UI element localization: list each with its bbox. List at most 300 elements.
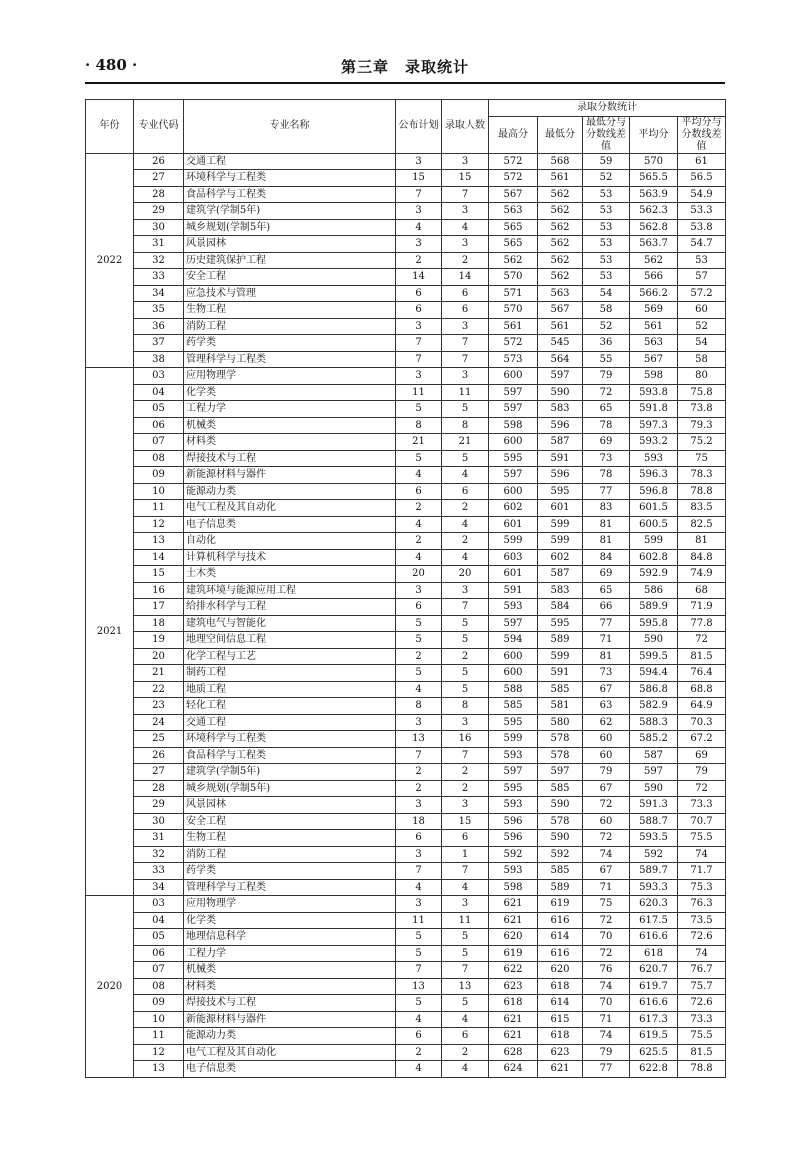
cell-max: 588 [489,681,538,698]
cell-code: 13 [134,533,184,550]
cell-max: 591 [489,582,538,599]
cell-min-diff: 66 [583,599,630,616]
cell-avg-diff: 67.2 [678,731,726,748]
cell-min: 602 [538,549,583,566]
cell-avg-diff: 76.3 [678,896,726,913]
table-row [86,549,726,566]
cell-min-diff: 72 [583,384,630,401]
cell-code: 34 [134,285,184,302]
cell-avg: 596.3 [630,467,678,484]
cell-name: 电子信息类 [184,516,396,533]
cell-name: 建筑学(学制5年) [184,764,396,781]
table-row [86,252,726,269]
cell-min: 589 [538,879,583,896]
cell-min: 587 [538,434,583,451]
cell-min-diff: 79 [583,1044,630,1061]
cell-avg-diff: 78.8 [678,483,726,500]
cell-plan: 6 [396,599,442,616]
cell-name: 药学类 [184,335,396,352]
cell-min: 583 [538,582,583,599]
cell-min: 615 [538,1011,583,1028]
cell-admitted: 4 [442,219,489,236]
cell-max: 571 [489,285,538,302]
cell-avg: 598 [630,368,678,385]
cell-min: 620 [538,962,583,979]
cell-avg: 589.9 [630,599,678,616]
table-row [86,863,726,880]
cell-code: 11 [134,500,184,517]
cell-code: 13 [134,1061,184,1078]
cell-code: 12 [134,1044,184,1061]
cell-name: 建筑电气与智能化 [184,615,396,632]
cell-max: 565 [489,236,538,253]
cell-plan: 7 [396,962,442,979]
cell-min: 562 [538,203,583,220]
cell-min-diff: 60 [583,747,630,764]
cell-min: 562 [538,219,583,236]
cell-max: 593 [489,863,538,880]
cell-min: 562 [538,269,583,286]
cell-name: 环境科学与工程类 [184,170,396,187]
cell-max: 561 [489,318,538,335]
year-cell: 2021 [86,368,134,896]
cell-min-diff: 55 [583,351,630,368]
cell-avg-diff: 53.8 [678,219,726,236]
table-row [86,1061,726,1078]
cell-avg-diff: 70.7 [678,813,726,830]
cell-min-diff: 70 [583,929,630,946]
cell-code: 31 [134,236,184,253]
col-admitted: 录取人数 [442,100,489,154]
cell-min-diff: 52 [583,318,630,335]
cell-min-diff: 36 [583,335,630,352]
cell-avg-diff: 70.3 [678,714,726,731]
cell-avg-diff: 57 [678,269,726,286]
cell-avg-diff: 80 [678,368,726,385]
cell-plan: 6 [396,302,442,319]
cell-name: 食品科学与工程类 [184,186,396,203]
table-row [86,434,726,451]
cell-max: 600 [489,648,538,665]
cell-name: 管理科学与工程类 [184,879,396,896]
cell-max: 563 [489,203,538,220]
cell-min: 619 [538,896,583,913]
cell-avg-diff: 84.8 [678,549,726,566]
cell-admitted: 2 [442,780,489,797]
cell-plan: 4 [396,467,442,484]
cell-min: 562 [538,252,583,269]
cell-avg: 618 [630,945,678,962]
cell-code: 19 [134,632,184,649]
cell-plan: 6 [396,830,442,847]
cell-min-diff: 53 [583,269,630,286]
cell-admitted: 7 [442,863,489,880]
table-row [86,747,726,764]
cell-min-diff: 78 [583,417,630,434]
cell-max: 592 [489,846,538,863]
cell-max: 600 [489,483,538,500]
cell-name: 应用物理学 [184,896,396,913]
cell-max: 597 [489,764,538,781]
cell-admitted: 15 [442,813,489,830]
cell-plan: 5 [396,615,442,632]
cell-plan: 13 [396,731,442,748]
cell-avg-diff: 78.8 [678,1061,726,1078]
cell-max: 597 [489,467,538,484]
cell-max: 597 [489,401,538,418]
cell-plan: 20 [396,566,442,583]
cell-avg: 562 [630,252,678,269]
table-row [86,995,726,1012]
cell-plan: 3 [396,318,442,335]
cell-min: 618 [538,978,583,995]
table-row [86,1028,726,1045]
cell-min: 581 [538,698,583,715]
col-year: 年份 [86,100,134,154]
cell-min: 564 [538,351,583,368]
cell-admitted: 4 [442,879,489,896]
cell-name: 药学类 [184,863,396,880]
cell-name: 地理信息科学 [184,929,396,946]
table-row [86,236,726,253]
cell-avg: 599 [630,533,678,550]
cell-avg-diff: 81 [678,533,726,550]
cell-code: 14 [134,549,184,566]
cell-code: 22 [134,681,184,698]
cell-code: 04 [134,384,184,401]
cell-avg: 620.3 [630,896,678,913]
cell-min-diff: 74 [583,1028,630,1045]
cell-plan: 21 [396,434,442,451]
cell-avg: 587 [630,747,678,764]
cell-max: 598 [489,879,538,896]
cell-avg: 563 [630,335,678,352]
cell-code: 23 [134,698,184,715]
cell-min-diff: 72 [583,797,630,814]
cell-code: 20 [134,648,184,665]
cell-min-diff: 65 [583,401,630,418]
cell-min-diff: 81 [583,533,630,550]
cell-avg-diff: 72 [678,780,726,797]
cell-avg-diff: 74 [678,945,726,962]
year-cell: 2022 [86,153,134,368]
cell-min-diff: 67 [583,863,630,880]
cell-name: 化学类 [184,912,396,929]
cell-avg: 616.6 [630,929,678,946]
cell-admitted: 5 [442,615,489,632]
cell-avg-diff: 64.9 [678,698,726,715]
cell-min: 623 [538,1044,583,1061]
cell-max: 620 [489,929,538,946]
table-row [86,599,726,616]
cell-min-diff: 74 [583,846,630,863]
cell-min: 601 [538,500,583,517]
cell-avg: 589.7 [630,863,678,880]
cell-admitted: 4 [442,549,489,566]
cell-admitted: 7 [442,599,489,616]
cell-max: 603 [489,549,538,566]
cell-plan: 5 [396,929,442,946]
cell-max: 622 [489,962,538,979]
table-row [86,962,726,979]
cell-plan: 5 [396,450,442,467]
cell-name: 能源动力类 [184,1028,396,1045]
cell-max: 595 [489,780,538,797]
cell-admitted: 4 [442,467,489,484]
cell-avg-diff: 75.3 [678,879,726,896]
cell-min-diff: 73 [583,450,630,467]
cell-min-diff: 72 [583,945,630,962]
cell-name: 化学工程与工艺 [184,648,396,665]
cell-avg: 619.7 [630,978,678,995]
cell-admitted: 7 [442,351,489,368]
cell-plan: 2 [396,764,442,781]
cell-plan: 4 [396,516,442,533]
cell-max: 624 [489,1061,538,1078]
cell-avg-diff: 73.8 [678,401,726,418]
table-row [86,830,726,847]
cell-code: 11 [134,1028,184,1045]
cell-avg-diff: 56.5 [678,170,726,187]
cell-min: 585 [538,681,583,698]
cell-code: 10 [134,1011,184,1028]
cell-admitted: 7 [442,962,489,979]
cell-plan: 5 [396,632,442,649]
table-row [86,170,726,187]
cell-min: 561 [538,170,583,187]
cell-name: 管理科学与工程类 [184,351,396,368]
cell-name: 安全工程 [184,813,396,830]
cell-avg-diff: 76.7 [678,962,726,979]
cell-admitted: 3 [442,368,489,385]
cell-admitted: 4 [442,1011,489,1028]
cell-max: 600 [489,368,538,385]
cell-admitted: 5 [442,945,489,962]
cell-min: 578 [538,813,583,830]
cell-max: 570 [489,269,538,286]
cell-avg: 597 [630,764,678,781]
cell-name: 生物工程 [184,302,396,319]
cell-admitted: 2 [442,1044,489,1061]
cell-admitted: 21 [442,434,489,451]
cell-min-diff: 69 [583,434,630,451]
cell-min-diff: 59 [583,153,630,170]
cell-admitted: 5 [442,995,489,1012]
cell-min: 591 [538,450,583,467]
cell-avg: 593 [630,450,678,467]
cell-admitted: 2 [442,252,489,269]
cell-max: 597 [489,384,538,401]
cell-avg: 595.8 [630,615,678,632]
cell-min: 590 [538,830,583,847]
table-row [86,500,726,517]
cell-name: 化学类 [184,384,396,401]
cell-plan: 4 [396,879,442,896]
col-max: 最高分 [489,116,538,153]
cell-max: 600 [489,665,538,682]
table-row [86,483,726,500]
table-row [86,516,726,533]
cell-admitted: 11 [442,912,489,929]
cell-code: 32 [134,846,184,863]
cell-avg-diff: 78.3 [678,467,726,484]
cell-plan: 8 [396,698,442,715]
table-row [86,615,726,632]
cell-name: 城乡规划(学制5年) [184,780,396,797]
cell-avg-diff: 54.7 [678,236,726,253]
cell-avg-diff: 75.5 [678,1028,726,1045]
cell-name: 新能源材料与器件 [184,467,396,484]
cell-admitted: 8 [442,698,489,715]
cell-min-diff: 81 [583,516,630,533]
cell-avg: 591.3 [630,797,678,814]
table-row [86,417,726,434]
cell-avg-diff: 73.5 [678,912,726,929]
cell-avg: 594.4 [630,665,678,682]
col-plan: 公布计划 [396,100,442,154]
cell-plan: 3 [396,368,442,385]
cell-plan: 6 [396,285,442,302]
table-row [86,731,726,748]
cell-plan: 2 [396,252,442,269]
table-row [86,368,726,385]
cell-name: 计算机科学与技术 [184,549,396,566]
table-row [86,450,726,467]
cell-code: 30 [134,813,184,830]
cell-name: 交通工程 [184,153,396,170]
cell-admitted: 3 [442,318,489,335]
cell-admitted: 8 [442,417,489,434]
cell-max: 599 [489,731,538,748]
cell-min: 578 [538,731,583,748]
table-row [86,582,726,599]
cell-min: 545 [538,335,583,352]
cell-plan: 14 [396,269,442,286]
cell-plan: 3 [396,797,442,814]
cell-name: 焊接技术与工程 [184,450,396,467]
cell-code: 26 [134,153,184,170]
cell-plan: 4 [396,1011,442,1028]
cell-name: 消防工程 [184,318,396,335]
cell-min-diff: 71 [583,1011,630,1028]
cell-code: 08 [134,450,184,467]
cell-plan: 6 [396,483,442,500]
cell-min: 562 [538,236,583,253]
cell-name: 自动化 [184,533,396,550]
cell-name: 地理空间信息工程 [184,632,396,649]
cell-avg: 585.2 [630,731,678,748]
cell-admitted: 2 [442,533,489,550]
cell-name: 能源动力类 [184,483,396,500]
cell-code: 07 [134,434,184,451]
cell-plan: 5 [396,945,442,962]
cell-max: 599 [489,533,538,550]
year-cell: 2020 [86,896,134,1078]
cell-admitted: 4 [442,516,489,533]
cell-admitted: 16 [442,731,489,748]
cell-avg: 592.9 [630,566,678,583]
cell-min-diff: 77 [583,483,630,500]
cell-min: 587 [538,566,583,583]
cell-admitted: 3 [442,714,489,731]
cell-max: 593 [489,599,538,616]
cell-avg: 597.3 [630,417,678,434]
cell-name: 机械类 [184,962,396,979]
cell-min-diff: 53 [583,252,630,269]
cell-name: 食品科学与工程类 [184,747,396,764]
cell-min-diff: 71 [583,879,630,896]
cell-code: 21 [134,665,184,682]
cell-min: 590 [538,384,583,401]
cell-avg: 602.8 [630,549,678,566]
cell-admitted: 6 [442,1028,489,1045]
cell-code: 07 [134,962,184,979]
col-name: 专业名称 [184,100,396,154]
table-row [86,978,726,995]
cell-name: 建筑学(学制5年) [184,203,396,220]
cell-name: 消防工程 [184,846,396,863]
cell-avg: 617.3 [630,1011,678,1028]
table-row [86,681,726,698]
col-group-score-stats: 录取分数统计 [489,100,726,117]
cell-admitted: 3 [442,582,489,599]
cell-admitted: 5 [442,665,489,682]
cell-plan: 5 [396,995,442,1012]
cell-max: 618 [489,995,538,1012]
cell-max: 595 [489,450,538,467]
cell-name: 焊接技术与工程 [184,995,396,1012]
col-code: 专业代码 [134,100,184,154]
cell-code: 09 [134,995,184,1012]
cell-admitted: 1 [442,846,489,863]
cell-avg: 562.8 [630,219,678,236]
cell-min-diff: 69 [583,566,630,583]
cell-name: 生物工程 [184,830,396,847]
cell-avg: 566.2 [630,285,678,302]
cell-plan: 3 [396,153,442,170]
cell-avg: 562.3 [630,203,678,220]
cell-avg: 582.9 [630,698,678,715]
cell-min-diff: 77 [583,1061,630,1078]
cell-avg: 566 [630,269,678,286]
cell-min-diff: 62 [583,714,630,731]
cell-max: 562 [489,252,538,269]
cell-avg: 592 [630,846,678,863]
cell-avg: 586.8 [630,681,678,698]
cell-code: 18 [134,615,184,632]
cell-max: 621 [489,1028,538,1045]
cell-min: 589 [538,632,583,649]
cell-name: 地质工程 [184,681,396,698]
cell-min: 585 [538,780,583,797]
cell-max: 597 [489,615,538,632]
table-row [86,929,726,946]
cell-code: 12 [134,516,184,533]
cell-plan: 2 [396,1044,442,1061]
cell-avg: 565.5 [630,170,678,187]
cell-admitted: 5 [442,681,489,698]
cell-min-diff: 81 [583,648,630,665]
page-number: · 480 · [85,56,138,74]
cell-avg: 620.7 [630,962,678,979]
cell-code: 24 [134,714,184,731]
cell-code: 30 [134,219,184,236]
cell-max: 585 [489,698,538,715]
cell-admitted: 7 [442,747,489,764]
cell-min: 592 [538,846,583,863]
cell-avg-diff: 83.5 [678,500,726,517]
cell-max: 601 [489,566,538,583]
